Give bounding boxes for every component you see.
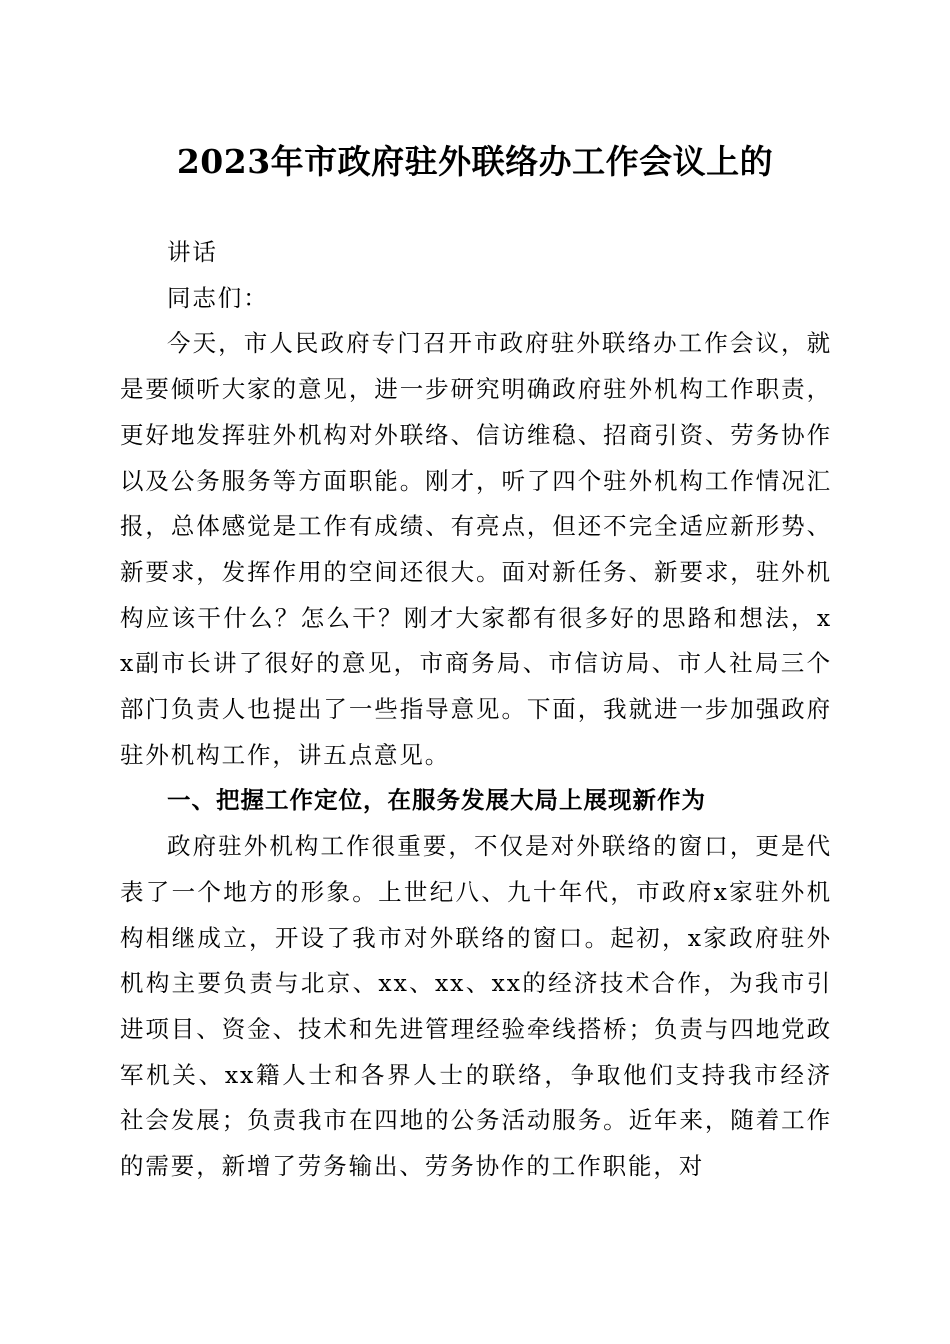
paragraph-salutation: 同志们： [167,283,269,312]
paragraph-speech-label: 讲话 [167,238,218,266]
document-title: 2023年市政府驻外联络办工作会议上的 [176,142,774,181]
document-body [120,230,832,1190]
paragraph-introduction: 今天，市人民政府专门召开市政府驻外联络办工作会议，就是要倾听大家的意见，进一步研究明确政府驻外机构工作职责，更好地发挥驻外机构对外联络、信访维稳、招商引资、劳务协作以及公务服务等方面职能。刚才，听了四个驻外机构工作情况汇报，总体感觉是工作有成绩、有亮点，但还不完全适应新形势、新要求，发挥作用的空间还很大。面对新任务、新要求，驻外机构应该干什么？怎么干？刚才大家都有很多好的思路和想法，xx副市长讲了很好的意见，市商务局、市信访局、市人社局三个部门负责人也提出了一些指导意见。下面，我就进一步加强政府驻外机构工作，讲五点意见。 [120,329,832,769]
section-heading-1: 一、把握工作定位，在服务发展大局上展现新作为 [167,786,706,815]
paragraph-section-1-body: 政府驻外机构工作很重要，不仅是对外联络的窗口，更是代表了一个地方的形象。上世纪八、九十年代，市政府x家驻外机构相继成立，开设了我市对外联络的窗口。起初，x家政府驻外机构主要负责与北京、xx、xx、xx的经济技术合作，为我市引进项目、资金、技术和先进管理经验牵线搭桥；负责与四地党政军机关、xx籍人士和各界人士的联络，争取他们支持我市经济社会发展；负责我市在四地的公务活动服务。近年来，随着工作的需要，新增了劳务输出、劳务协作的工作职能，对 [120,832,832,1181]
